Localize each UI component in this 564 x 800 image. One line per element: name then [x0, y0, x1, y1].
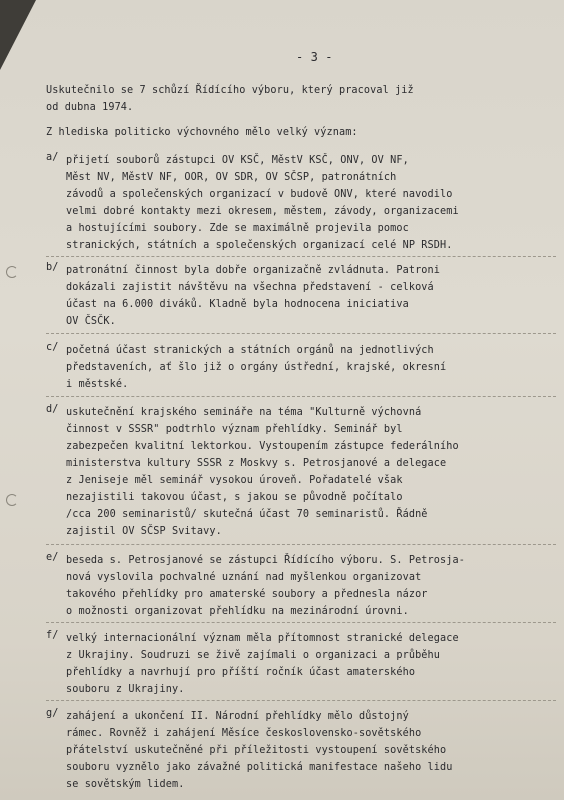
intro-paragraph: Uskutečnilo se 7 schůzí Řídícího výboru, který pracoval již od dubna 1974.	[46, 85, 414, 113]
item-text: beseda s. Petrosjanové se zástupci Řídícího výboru. S. Petrosja- nová vyslovila pochvalné uznání nad myšlenkou organizovat takového přehlídky pro amaterské soubory a přednesla názor o možnosti organizovat přehlídku na mezinárodní úrovni.	[66, 555, 465, 617]
item-text: zahájení a ukončení II. Národní přehlídky mělo důstojný rámec. Rovněž i zahájení Měsíce československo-sovětského přátelství uskutečněné při příležitosti vystoupení sovětského souboru vyznělo jako závažné politická manifestace našeho lidu se sovětským lidem.	[66, 711, 453, 790]
divider	[46, 333, 556, 334]
folded-page-corner	[0, 0, 36, 70]
divider	[46, 700, 556, 701]
divider	[46, 256, 556, 257]
item-text: početná účast stranických a státních orgánů na jednotlivých představeních, ať šlo již o orgány ústřední, krajské, okresní i městské.	[66, 345, 447, 390]
item-marker: e/	[46, 552, 59, 563]
item-text: přijetí souborů zástupci OV KSČ, MěstV KSČ, ONV, OV NF, Měst NV, MěstV NF, OOR, OV SDR, OV SČSP, patronátních závodů a společenských organizací v budově ONV, které navodilo velmi dobré kontakty mezi okresem, městem, závody, organizacemi a hostujícími soubory. Zde se maximálně projevila pomoc stranických, státních a společenských organizací celé NP RSDH.	[66, 155, 459, 251]
item-marker: g/	[46, 708, 59, 719]
item-text: uskutečnění krajského semináře na téma "Kulturně výchovná činnost v SSSR" podtrhlo význam přehlídky. Seminář byl zabezpečen kvalitní lektorkou. Vystoupením zástupce federálního ministerstva kultury SSSR z Moskvy s. Petrosjanové a delegace z Jeniseje měl seminář vysokou úroveň. Pořadatelé však nezajistili takovou účast, s jakou se původně počítalo /cca 200 seminaristů/ skutečná účast 70 seminaristů. Řádně zajistil OV SČSP Svitavy.	[66, 407, 459, 537]
page-number: - 3 -	[296, 50, 333, 64]
item-marker: d/	[46, 404, 59, 415]
item-marker: b/	[46, 262, 59, 273]
item-text: velký internacionální význam měla přítomnost stranické delegace z Ukrajiny. Soudruzi se živě zajímali o organizaci a průběhu přehlídky a navrhují pro příští ročník účast amaterského souboru z Ukrajiny.	[66, 633, 459, 695]
item-marker: a/	[46, 152, 59, 163]
item-text: patronátní činnost byla dobře organizačně zvládnuta. Patroni dokázali zajistit návštěvu na všechna představení - celková účast na 6.000 diváků. Kladně byla hodnocena iniciativa OV ČSČK.	[66, 265, 441, 327]
divider	[46, 396, 556, 397]
section-heading: Z hlediska politicko výchovného mělo velký význam:	[46, 127, 358, 138]
item-marker: c/	[46, 342, 59, 353]
divider	[46, 544, 556, 545]
punch-hole-mark	[6, 266, 18, 278]
divider	[46, 622, 556, 623]
item-marker: f/	[46, 630, 59, 641]
punch-hole-mark	[6, 494, 18, 506]
